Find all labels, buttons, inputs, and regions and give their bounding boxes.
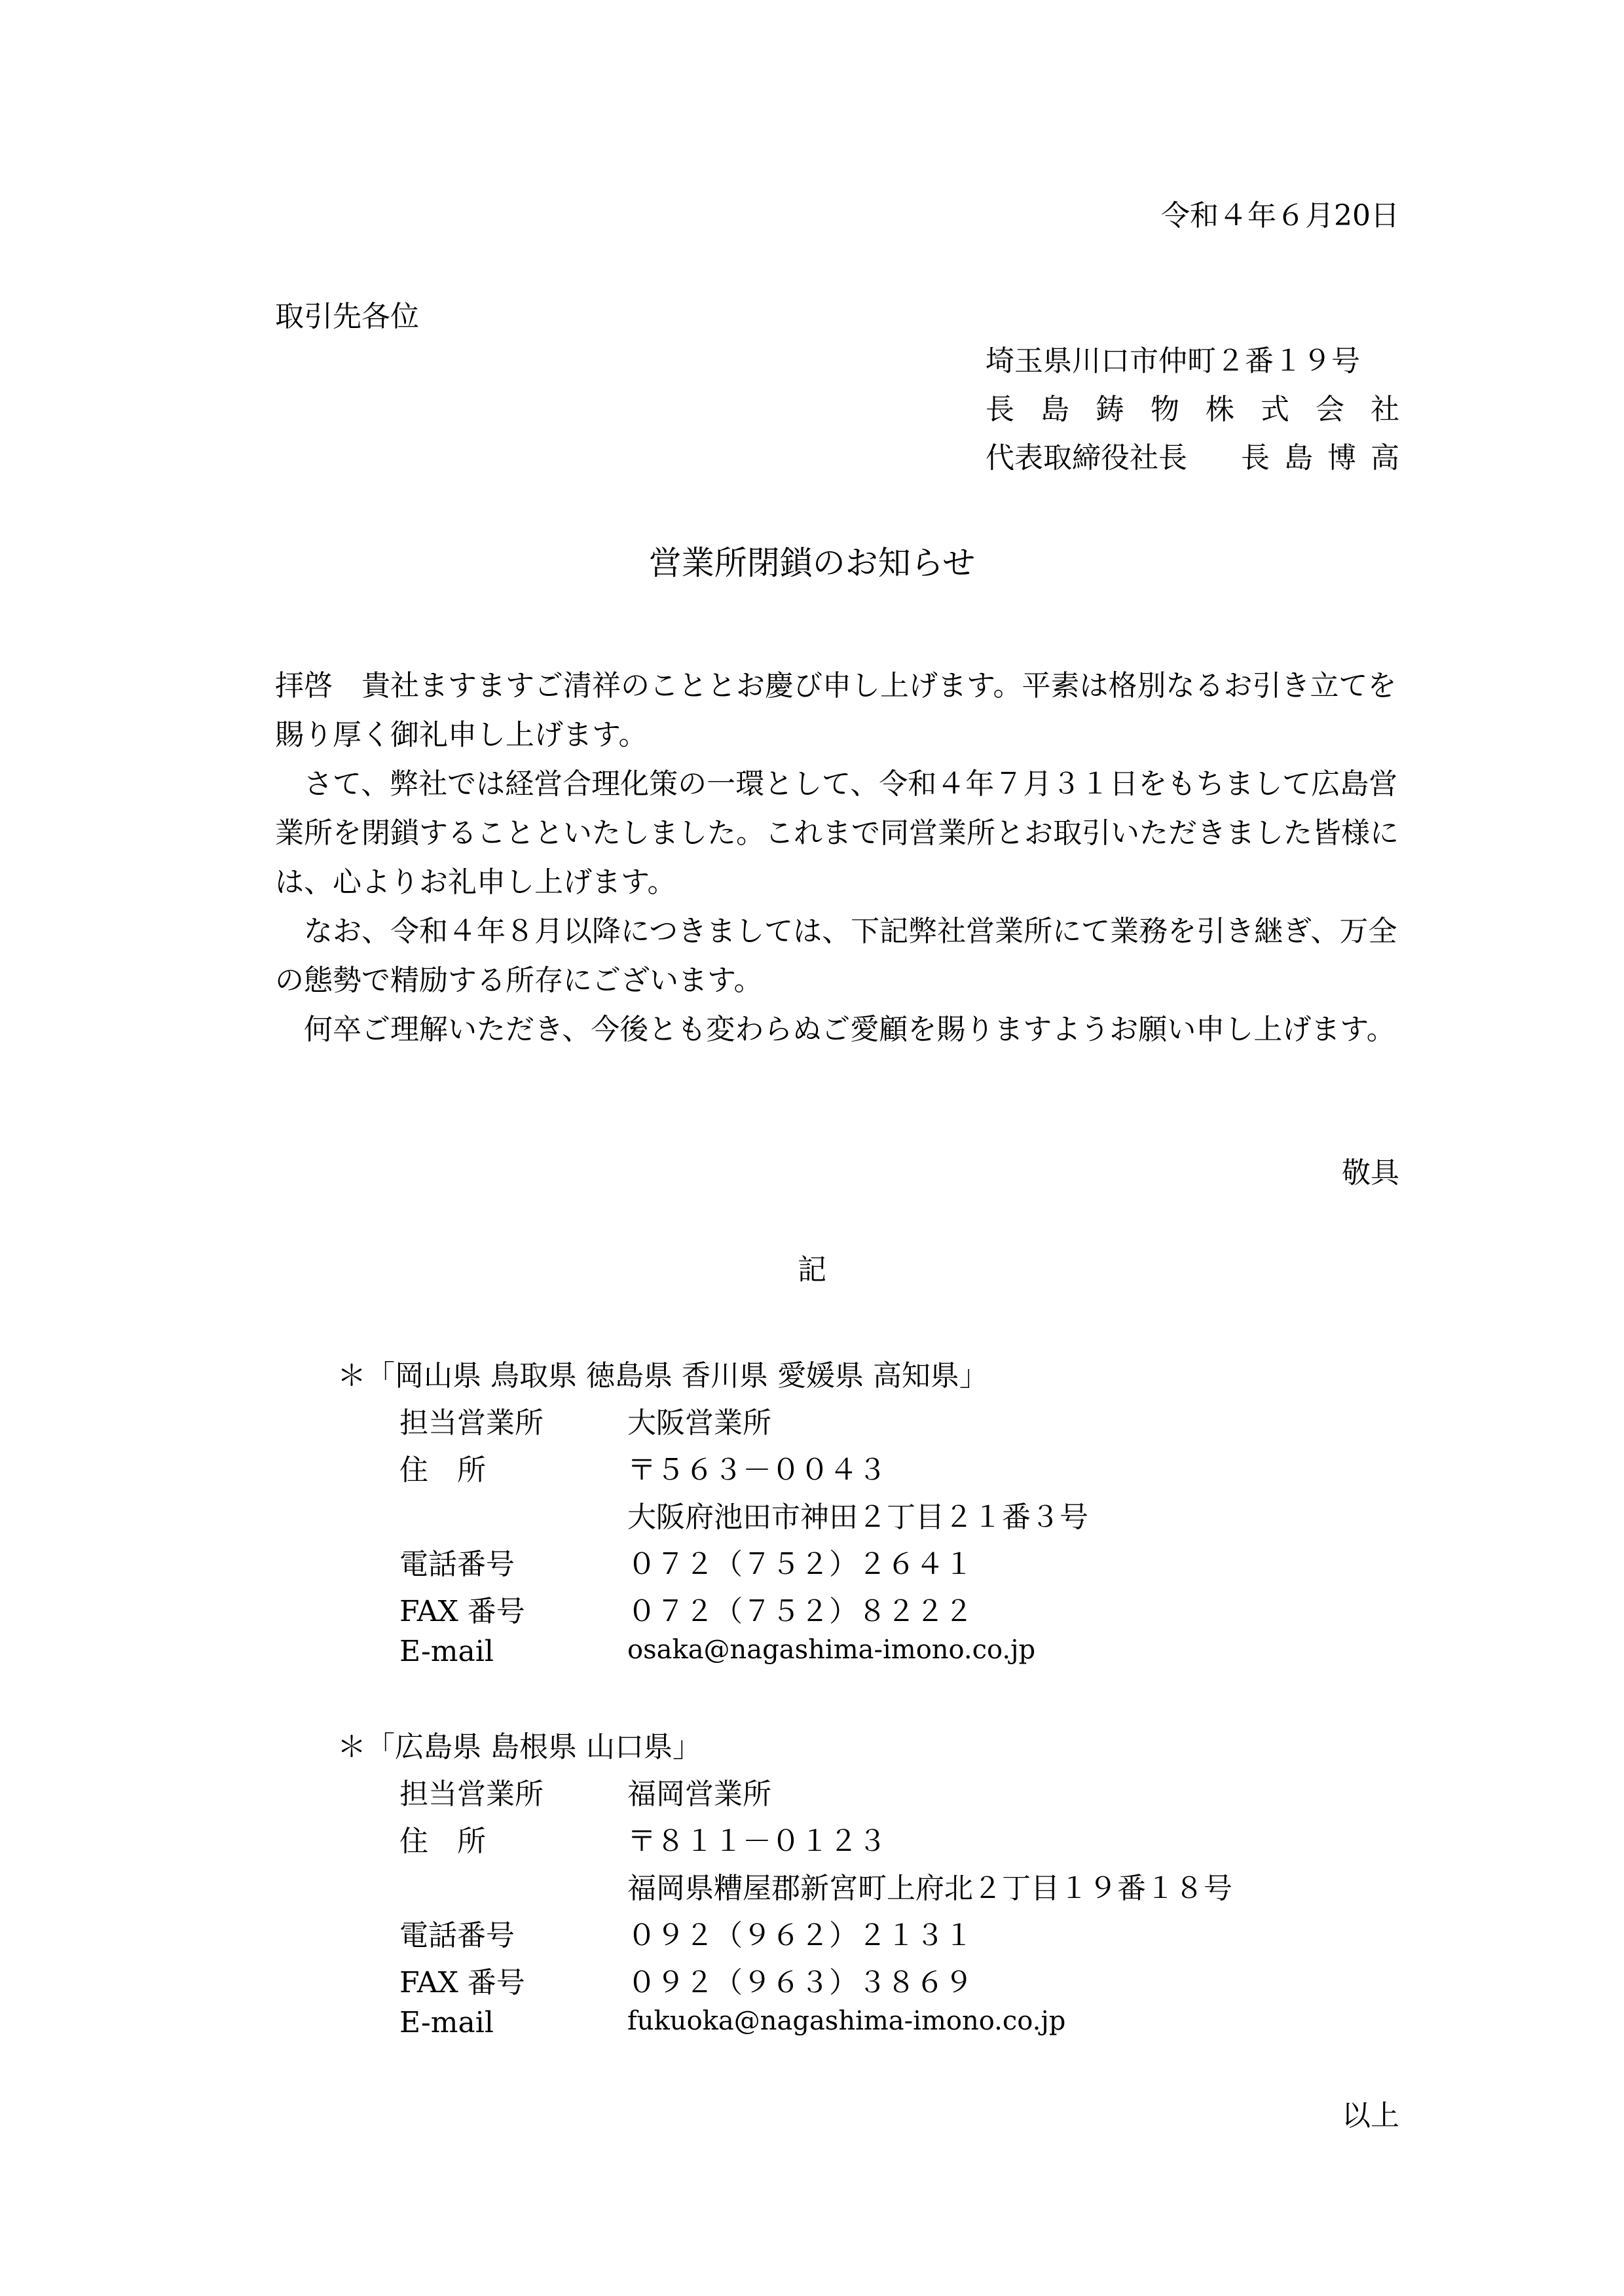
address-label: 住 所: [399, 1453, 486, 1487]
address-value: 福岡県糟屋郡新宮町上府北２丁目１９番１８号: [627, 1872, 1232, 1905]
postal-code: 〒５６３－００４３: [627, 1453, 887, 1487]
office-label: 担当営業所: [399, 1406, 544, 1440]
office-block-osaka: [337, 1352, 1088, 1682]
email-label: E-mail: [399, 2006, 494, 2039]
email-label: E-mail: [399, 1635, 494, 1668]
representative-name: [1241, 434, 1399, 483]
letter-date: 令和４年６月20日: [1161, 199, 1399, 232]
body-paragraph: 何卒ご理解いただき、今後とも変わらぬご愛顧を賜りますようお願い申し上げます。: [275, 1013, 1395, 1046]
office-value: 大阪営業所: [627, 1406, 771, 1440]
company-char: 式: [1261, 393, 1289, 426]
closing-keigu: 敬具: [1342, 1156, 1399, 1190]
region-list: ＊「岡山県 鳥取県 徳島県 香川県 愛媛県 高知県」: [337, 1359, 988, 1393]
email-row: [337, 2006, 1066, 2053]
sender-company: [986, 386, 1399, 434]
tel-row: [337, 1540, 988, 1588]
address-row: [337, 1817, 887, 1865]
tel-value: ０７２（７５２）２６４１: [627, 1548, 973, 1581]
document-title: 営業所閉鎖のお知らせ: [648, 544, 976, 582]
office-block-fukuoka: [337, 1723, 1232, 2053]
name-char: 長: [1241, 441, 1270, 475]
office-value: 福岡営業所: [627, 1777, 771, 1811]
email-link[interactable]: osaka@nagashima-imono.co.jp: [627, 1635, 1036, 1665]
fax-value: ０９２（９６３）３８６９: [627, 1966, 973, 1999]
company-char: 会: [1316, 393, 1344, 426]
tel-value: ０９２（９６２）２１３１: [627, 1919, 973, 1952]
tel-label: 電話番号: [399, 1548, 515, 1581]
fax-label: FAX 番号: [399, 1966, 525, 1999]
recipient: 取引先各位: [275, 300, 419, 333]
company-char: 株: [1206, 393, 1234, 426]
postal-code: 〒８１１－０１２３: [627, 1825, 887, 1858]
letter-body: [275, 661, 1399, 1054]
company-char: 社: [1371, 393, 1399, 426]
office-label: 担当営業所: [399, 1777, 544, 1811]
body-paragraph: なお、令和４年８月以降につきましては、下記弊社営業所にて業務を引き継ぎ、万全の態勢で精励する所存にございます。: [275, 915, 1397, 997]
sender-representative: [986, 434, 1399, 483]
address-line-row: [337, 1865, 1232, 1912]
office-row: [337, 1770, 771, 1817]
address-row: [337, 1446, 988, 1493]
company-char: 島: [1041, 393, 1069, 426]
address-line-row: [337, 1493, 1088, 1540]
email-row: [337, 1635, 1036, 1682]
company-char: 鋳: [1096, 393, 1124, 426]
name-char: 博: [1327, 441, 1356, 475]
closing-ijou: 以上: [1342, 2099, 1399, 2132]
name-char: 島: [1284, 441, 1313, 475]
fax-value: ０７２（７５２）８２２２: [627, 1595, 973, 1628]
fax-row: [337, 1588, 988, 1635]
ki-heading: 記: [798, 1253, 826, 1286]
fax-row: [337, 1959, 973, 2006]
fax-label: FAX 番号: [399, 1595, 525, 1628]
body-paragraph: 拝啓 貴社ますますご清祥のこととお慶び申し上げます。平素は格別なるお引き立てを賜り厚く御礼申し上げます。: [275, 669, 1397, 752]
email-link[interactable]: fukuoka@nagashima-imono.co.jp: [627, 2006, 1066, 2036]
representative-title: 代表取締役社長: [986, 441, 1187, 475]
tel-label: 電話番号: [399, 1919, 515, 1952]
address-value: 大阪府池田市神田２丁目２１番３号: [627, 1501, 1088, 1534]
name-char: 高: [1371, 441, 1399, 475]
sender-block: [986, 337, 1399, 483]
address-label: 住 所: [399, 1825, 486, 1858]
body-paragraph: さて、弊社では経営合理化策の一環として、令和４年７月３１日をもちまして広島営業所を閉鎖することといたしました。これまで同営業所とお取引いただきました皆様には、心よりお礼申し上げます。: [275, 767, 1399, 899]
company-char: 物: [1151, 393, 1179, 426]
sender-address: 埼玉県川口市仲町２番１９号: [986, 344, 1360, 378]
tel-row: [337, 1912, 973, 1959]
office-row: [337, 1399, 988, 1446]
company-char: 長: [986, 393, 1014, 426]
region-list: ＊「広島県 島根県 山口県」: [337, 1730, 701, 1764]
